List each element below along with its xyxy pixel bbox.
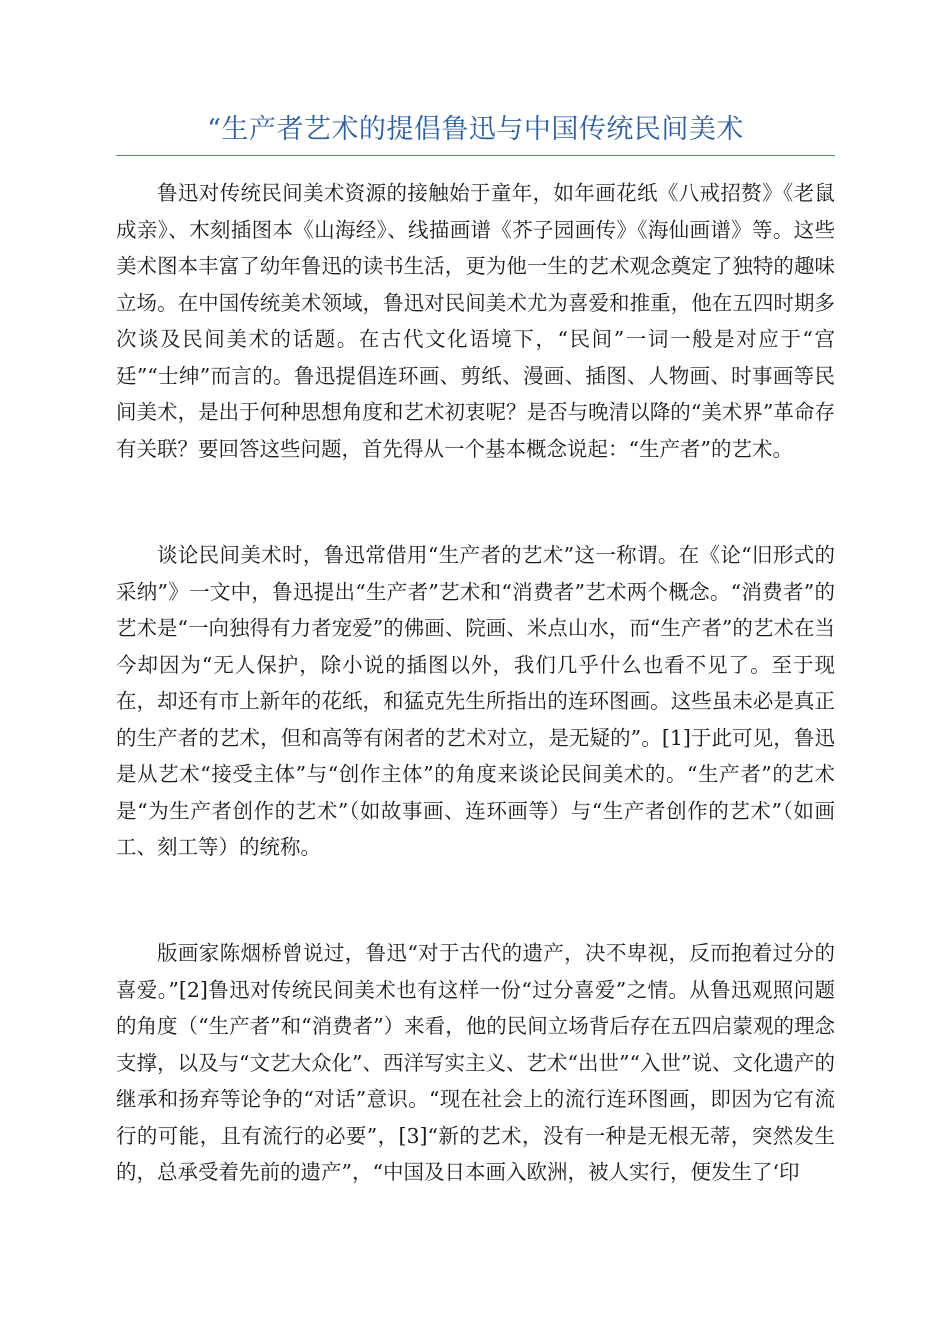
paragraph-2: 谈论民间美术时，鲁迅常借用“生产者的艺术”这一称谓。在《论“旧形式的采纳”》一文中，鲁迅提出“生产者”艺术和“消费者”艺术两个概念。“消费者”的艺术是“一向独得有力者宠爱”的佛画、院画、米点山水，而“生产者”的艺术在当今却因为“无人保护，除小说的插图以外，我们几乎什么也看不见了。至于现在，却还有市上新年的花纸，和猛克先生所指出的连环图画。这些虽未必是真正的生产者的艺术，但和高等有闲者的艺术对立，是无疑的”。[1]于此可见，鲁迅是从艺术“接受主体”与“创作主体”的角度来谈论民间美术的。“生产者”的艺术是“为生产者创作的艺术”（如故事画、连环画等）与“生产者创作的艺术”（如画工、刻工等）的统称。 [116,543,835,859]
paragraph-1: 鲁迅对传统民间美术资源的接触始于童年，如年画花纸《八戒招赘》《老鼠成亲》、木刻插图本《山海经》、线描画谱《芥子园画传》《海仙画谱》等。这些美术图本丰富了幼年鲁迅的读书生活，更为他一生的艺术观念奠定了独特的趣味立场。在中国传统美术领域，鲁迅对民间美术尤为喜爱和推重，他在五四时期多次谈及民间美术的话题。在古代文化语境下，“民间”一词一般是对应于“宫廷”“士绅”而言的。鲁迅提倡连环画、剪纸、漫画、插图、人物画、时事画等民间美术，是出于何种思想角度和艺术初衷呢？是否与晚清以降的“美术界”革命存有关联？要回答这些问题，首先得从一个基本概念说起：“生产者”的艺术。 [116,181,835,461]
document-title: “生产者艺术的提倡鲁迅与中国传统民间美术 [207,114,744,145]
title-underline [116,155,835,156]
paragraph-3: 版画家陈烟桥曾说过，鲁迅“对于古代的遗产，决不卑视，反而抱着过分的喜爱。”[2]鲁迅对传统民间美术也有这样一份“过分喜爱”之情。从鲁迅观照问题的角度（“生产者”和“消费者”）来看，他的民间立场背后存在五四启蒙观的理念支撑，以及与“文艺大众化”、西洋写实主义、艺术“出世”“入世”说、文化遗产的继承和扬弃等论争的“对话”意识。“现在社会上的流行连环图画，即因为它有流行的可能，且有流行的必要”，[3]“新的艺术，没有一种是无根无蒂，突然发生的，总承受着先前的遗产”，“中国及日本画入欧洲，被人实行，便发生了‘印 [116,941,835,1184]
